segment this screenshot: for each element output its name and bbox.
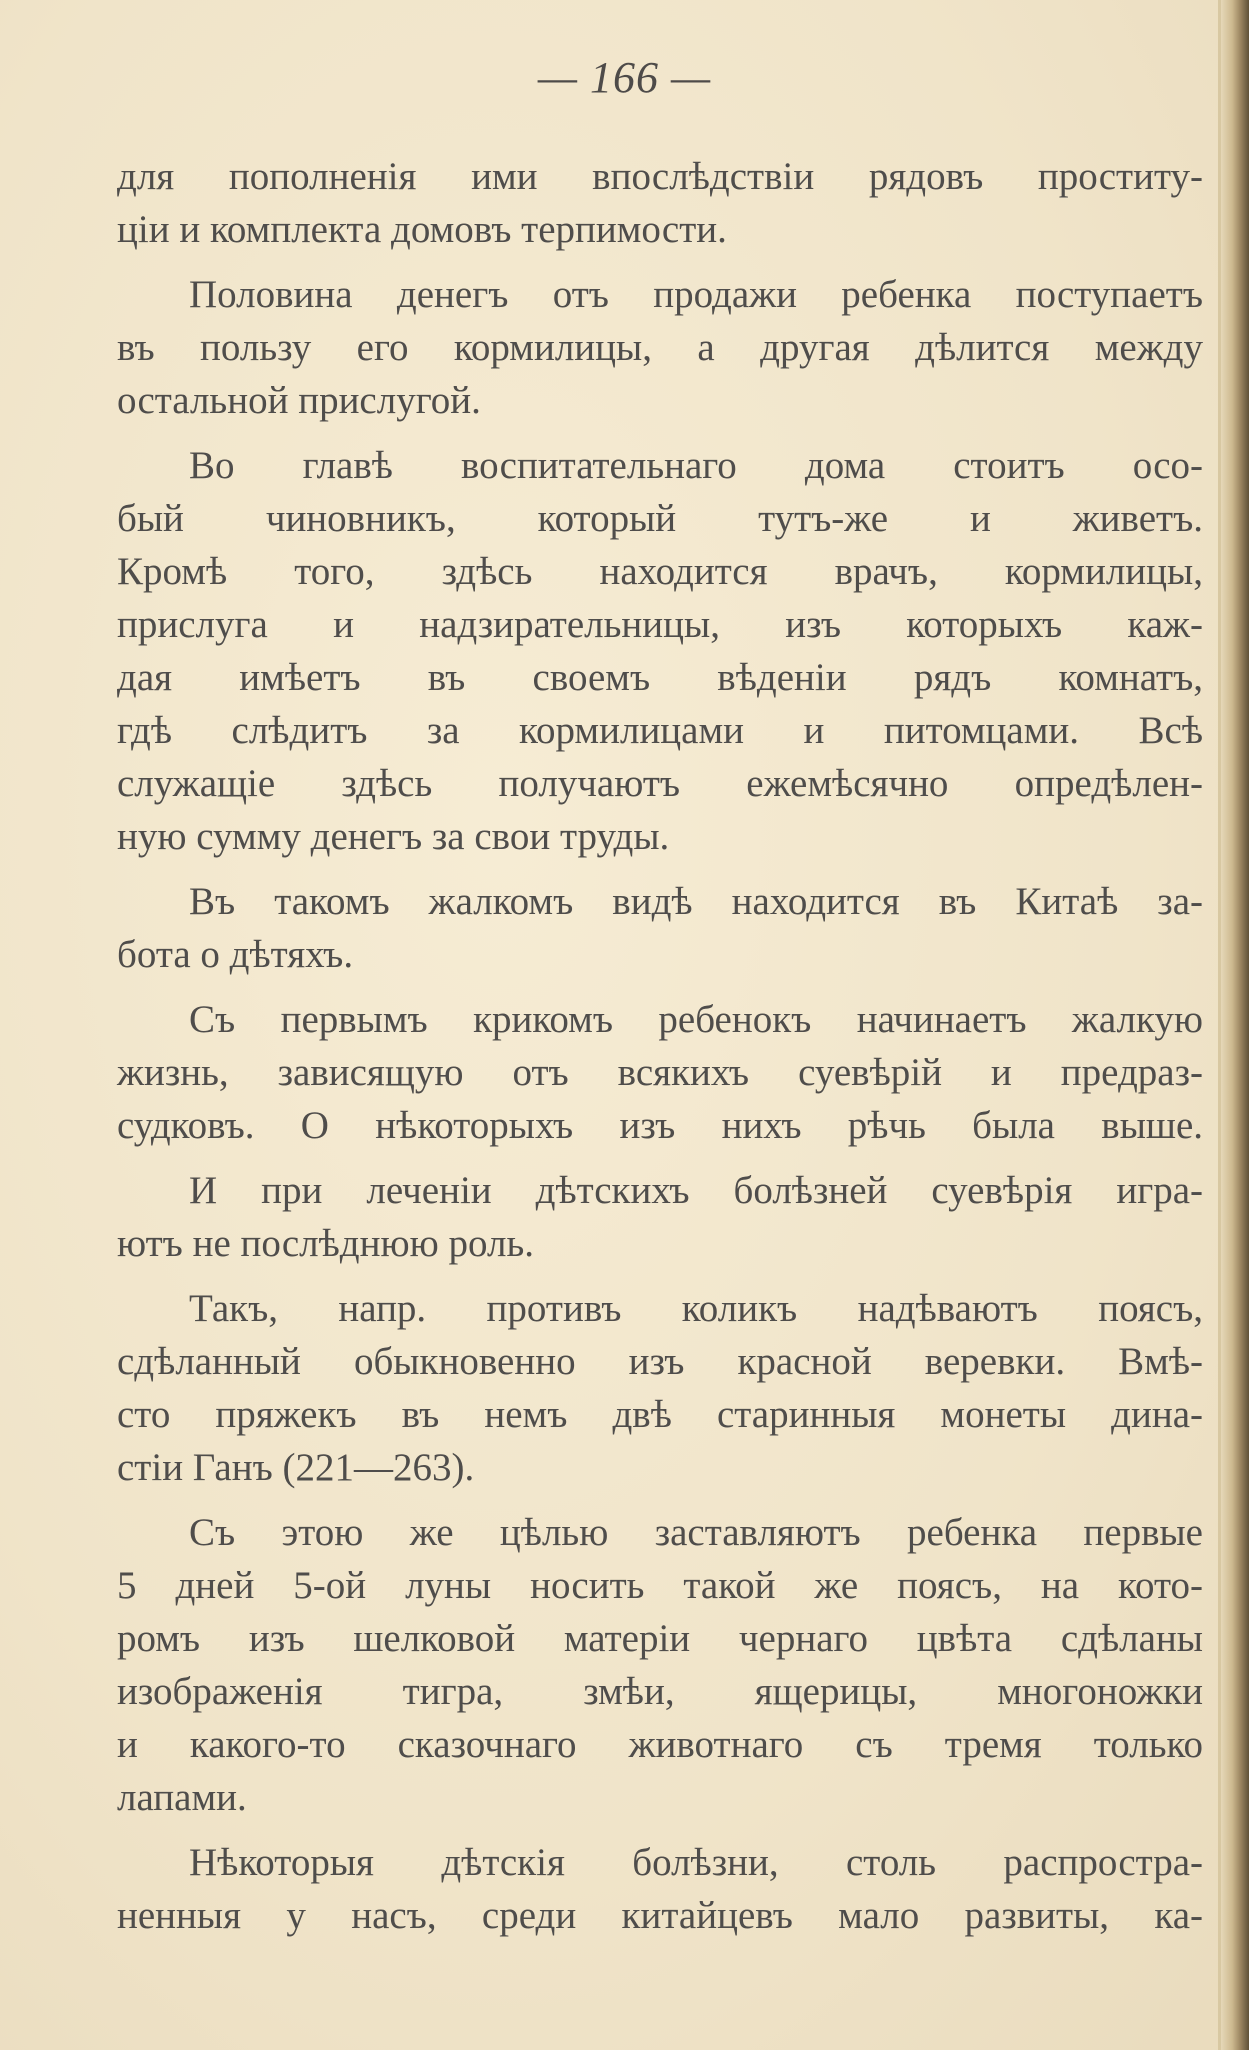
text-line: изображенія тигра, змѣи, ящерицы, многоножки [117, 1670, 1203, 1713]
paragraph [117, 1506, 1203, 1824]
text-line: Въ такомъ жалкомъ видѣ находится въ Китаѣ за- [189, 880, 1203, 923]
text-line: для пополненія ими впослѣдствіи рядовъ проститу- [117, 155, 1203, 198]
text-line: въ пользу его кормилицы, а другая дѣлится между [117, 326, 1203, 369]
text-body [117, 150, 1203, 1942]
text-line: Такъ, напр. противъ коликъ надѣваютъ поясъ, [189, 1287, 1203, 1330]
text-line: Во главѣ воспитательнаго дома стоитъ осо- [189, 444, 1203, 487]
text-line: 5 дней 5-ой луны носить такой же поясъ, на кото- [117, 1564, 1203, 1607]
text-line: судковъ. О нѣкоторыхъ изъ нихъ рѣчь была выше. [117, 1104, 1203, 1147]
paragraph [117, 993, 1203, 1152]
text-line: служащіе здѣсь получаютъ ежемѣсячно опредѣлен- [117, 762, 1203, 805]
text-line: лапами. [117, 1776, 247, 1819]
text-line: ромъ изъ шелковой матеріи чернаго цвѣта сдѣланы [117, 1617, 1203, 1660]
text-line: и какого-то сказочнаго животнаго съ тремя только [117, 1723, 1203, 1766]
text-line: жизнь, зависящую отъ всякихъ суевѣрій и предраз- [117, 1051, 1203, 1094]
text-line: сдѣланный обыкновенно изъ красной веревки. Вмѣ- [117, 1340, 1203, 1383]
page-number: — 166 — [537, 53, 712, 102]
text-line: И при леченіи дѣтскихъ болѣзней суевѣрія игра- [189, 1169, 1203, 1212]
text-line: ютъ не послѣднюю роль. [117, 1222, 535, 1265]
text-line: Нѣкоторыя дѣтскія болѣзни, столь распростра- [189, 1841, 1203, 1884]
text-line: прислуга и надзирательницы, изъ которыхъ каж- [117, 603, 1203, 646]
paragraph [117, 150, 1203, 256]
paragraph [117, 875, 1203, 981]
text-line: остальной прислугой. [117, 379, 481, 422]
text-line: стіи Ганъ (221—263). [117, 1446, 475, 1489]
text-line: гдѣ слѣдитъ за кормилицами и питомцами. Всѣ [117, 709, 1203, 752]
text-line: Съ первымъ крикомъ ребенокъ начинаетъ жалкую [189, 998, 1203, 1041]
page-edge-shadow [1221, 0, 1249, 2050]
paragraph [117, 1164, 1203, 1270]
text-line: ціи и комплекта домовъ терпимости. [117, 208, 727, 251]
paragraph [117, 268, 1203, 427]
text-line: ную сумму денегъ за свои труды. [117, 815, 670, 858]
text-line: Съ этою же цѣлью заставляютъ ребенка первые [189, 1511, 1203, 1554]
text-line: бота о дѣтяхъ. [117, 933, 354, 976]
text-line: Кромѣ того, здѣсь находится врачъ, кормилицы, [117, 550, 1203, 593]
paragraph [117, 439, 1203, 863]
text-line: бый чиновникъ, который тутъ-же и живетъ. [117, 497, 1203, 540]
paragraph [117, 1282, 1203, 1494]
text-line: сто пряжекъ въ немъ двѣ старинныя монеты дина- [117, 1393, 1203, 1436]
text-line: дая имѣетъ въ своемъ вѣденіи рядъ комнатъ, [117, 656, 1203, 699]
text-line: ненныя у насъ, среди китайцевъ мало развиты, ка- [117, 1894, 1203, 1937]
text-line: Половина денегъ отъ продажи ребенка поступаетъ [189, 273, 1203, 316]
paragraph [117, 1836, 1203, 1942]
